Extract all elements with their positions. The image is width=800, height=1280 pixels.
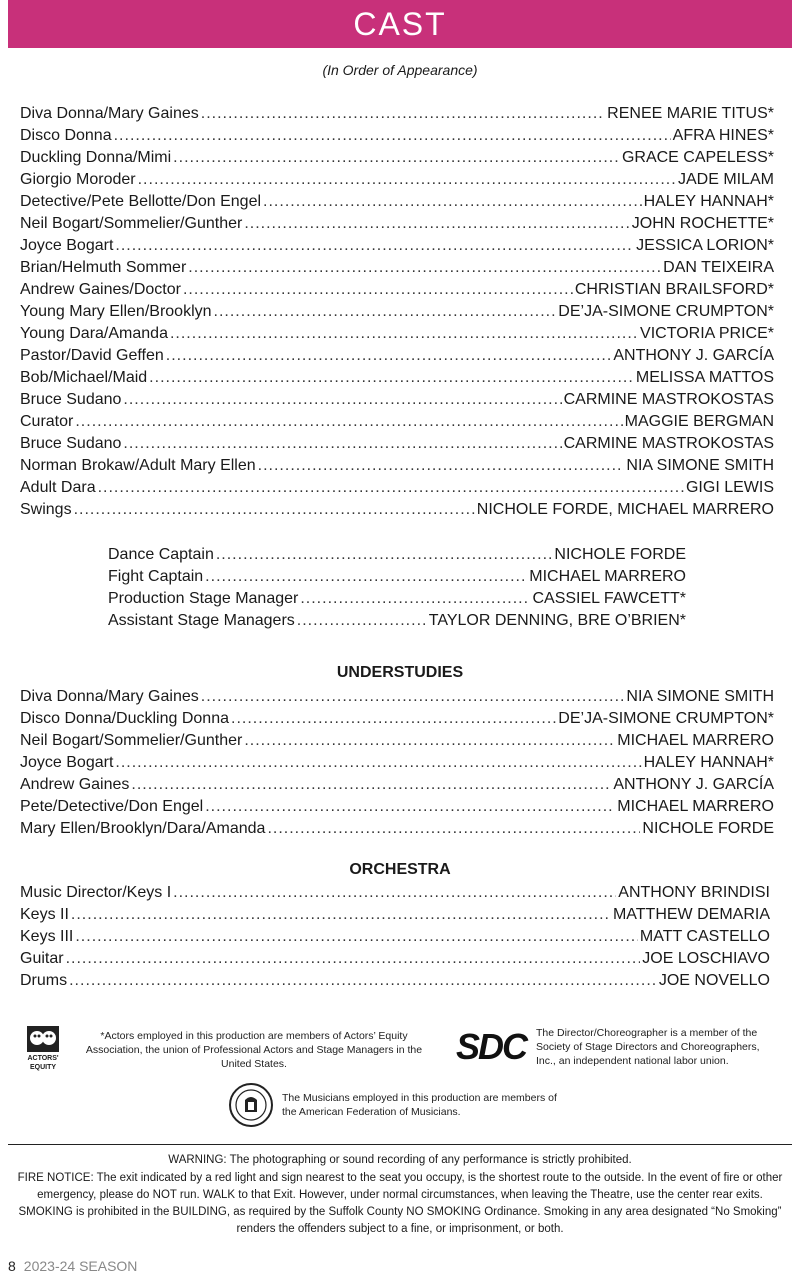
- dot-leader: [123, 433, 561, 455]
- performer-name: NIA SIMONE SMITH: [626, 688, 774, 705]
- divider: [8, 1144, 792, 1145]
- cast-row: [20, 301, 774, 323]
- performer-name: MATTHEW DEMARIA: [612, 906, 770, 923]
- role-label: Keys III: [20, 928, 74, 945]
- understudies-heading: UNDERSTUDIES: [336, 664, 464, 681]
- cast-row: [20, 257, 774, 279]
- performer-name: CARMINE MASTROKOSTAS: [563, 391, 774, 408]
- role-label: Diva Donna/Mary Gaines: [20, 105, 199, 122]
- staff-row: [108, 588, 686, 610]
- performer-name: ANTHONY J. GARCÍA: [613, 776, 774, 793]
- role-label: Bob/Michael/Maid: [20, 369, 148, 386]
- orchestra-row: [20, 948, 770, 970]
- dot-leader: [214, 301, 557, 323]
- understudy-list: [20, 686, 774, 840]
- sdc-block: [456, 1026, 776, 1068]
- afm-block: [228, 1082, 588, 1128]
- subtitle: (In Order of Appearance): [322, 62, 478, 78]
- cast-row: [20, 125, 774, 147]
- cast-row: [20, 191, 774, 213]
- cast-row: [20, 213, 774, 235]
- cast-row: [20, 323, 774, 345]
- dot-leader: [170, 323, 638, 345]
- dot-leader: [300, 588, 530, 610]
- role-label: Assistant Stage Managers: [108, 612, 295, 629]
- performer-name: ANTHONY BRINDISI: [618, 884, 770, 901]
- page-number: 8: [8, 1258, 16, 1274]
- performer-name: MELISSA MATTOS: [635, 369, 774, 386]
- role-label: Mary Ellen/Brooklyn/Dara/Amanda: [20, 820, 266, 837]
- role-label: Bruce Sudano: [20, 391, 122, 408]
- afm-seal-icon: [228, 1082, 274, 1128]
- role-label: Dance Captain: [108, 546, 214, 563]
- dot-leader: [183, 279, 573, 301]
- dot-leader: [201, 686, 625, 708]
- cast-header: CAST: [8, 0, 792, 48]
- equity-note: *Actors employed in this production are members of Actors’ Equity Association, the union of Professional Actors and Stage Managers in the United States.: [85, 1030, 423, 1070]
- cast-row: [20, 279, 774, 301]
- performer-name: NICHOLE FORDE: [554, 546, 686, 563]
- performer-name: AFRA HINES*: [672, 127, 774, 144]
- performer-name: JOHN ROCHETTE*: [631, 215, 774, 232]
- cast-row: [20, 411, 774, 433]
- performer-name: JESSICA LORION*: [636, 237, 774, 254]
- cast-row: [20, 433, 774, 455]
- actors-equity-logo: ACTORS' EQUITY: [22, 1024, 64, 1076]
- role-label: Diva Donna/Mary Gaines: [20, 688, 199, 705]
- understudy-row: [20, 774, 774, 796]
- performer-name: JADE MILAM: [677, 171, 774, 188]
- role-label: Neil Bogart/Sommelier/Gunther: [20, 732, 243, 749]
- role-label: Detective/Pete Bellotte/Don Engel: [20, 193, 262, 210]
- performer-name: TAYLOR DENNING, BRE O’BRIEN*: [428, 612, 686, 629]
- role-label: Joyce Bogart: [20, 237, 114, 254]
- dot-leader: [188, 257, 661, 279]
- performer-name: DAN TEIXEIRA: [663, 259, 774, 276]
- performer-name: MAGGIE BERGMAN: [624, 413, 774, 430]
- cast-row: [20, 499, 774, 521]
- cast-row: [20, 345, 774, 367]
- dot-leader: [69, 970, 657, 992]
- dot-leader: [258, 455, 625, 477]
- orchestra-list: [20, 882, 770, 992]
- footer: [8, 1258, 137, 1274]
- role-label: Andrew Gaines/Doctor: [20, 281, 181, 298]
- staff-row: [108, 610, 686, 632]
- dot-leader: [166, 345, 612, 367]
- performer-name: NICHOLE FORDE, MICHAEL MARRERO: [476, 501, 774, 518]
- dot-leader: [123, 389, 561, 411]
- dot-leader: [244, 730, 615, 752]
- staff-row: [108, 566, 686, 588]
- cast-row: [20, 367, 774, 389]
- dot-leader: [98, 477, 684, 499]
- warning-notice: WARNING: The photographing or sound recording of any performance is strictly prohibited.: [168, 1154, 632, 1166]
- cast-row: [20, 389, 774, 411]
- performer-name: HALEY HANNAH*: [643, 754, 774, 771]
- role-label: Giorgio Moroder: [20, 171, 136, 188]
- role-label: Guitar: [20, 950, 64, 967]
- performer-name: CHRISTIAN BRAILSFORD*: [574, 281, 774, 298]
- dot-leader: [205, 796, 615, 818]
- role-label: Brian/Helmuth Sommer: [20, 259, 187, 276]
- cast-row: [20, 147, 774, 169]
- understudy-row: [20, 708, 774, 730]
- role-label: Drums: [20, 972, 68, 989]
- role-label: Disco Donna: [20, 127, 112, 144]
- cast-row: [20, 103, 774, 125]
- orchestra-heading: ORCHESTRA: [349, 861, 451, 878]
- dot-leader: [244, 213, 629, 235]
- role-label: Disco Donna/Duckling Donna: [20, 710, 229, 727]
- performer-name: CASSIEL FAWCETT*: [532, 590, 686, 607]
- cast-list: [20, 103, 774, 521]
- sdc-logo: SDC: [456, 1026, 527, 1067]
- role-label: Duckling Donna/Mimi: [20, 149, 172, 166]
- cast-row: [20, 455, 774, 477]
- performer-name: CARMINE MASTROKOSTAS: [563, 435, 774, 452]
- staff-row: [108, 544, 686, 566]
- orchestra-row: [20, 970, 770, 992]
- dot-leader: [74, 499, 475, 521]
- role-label: Joyce Bogart: [20, 754, 114, 771]
- role-label: Norman Brokaw/Adult Mary Ellen: [20, 457, 256, 474]
- dot-leader: [75, 926, 638, 948]
- season-label: 2023-24 SEASON: [23, 1258, 138, 1274]
- dot-leader: [263, 191, 642, 213]
- role-label: Fight Captain: [108, 568, 204, 585]
- role-label: Young Dara/Amanda: [20, 325, 168, 342]
- role-label: Curator: [20, 413, 74, 430]
- role-label: Music Director/Keys I: [20, 884, 172, 901]
- dot-leader: [267, 818, 640, 840]
- role-label: Pete/Detective/Don Engel: [20, 798, 204, 815]
- performer-name: MICHAEL MARRERO: [529, 568, 686, 585]
- dot-leader: [66, 948, 641, 970]
- understudy-row: [20, 796, 774, 818]
- role-label: Keys II: [20, 906, 69, 923]
- fire-notice: FIRE NOTICE: The exit indicated by a red light and sign nearest to the seat you occupy, is the shortest route to the outside. In the event of fire or other emergency, please do NOT run. WALK to that Exit. However, under normal circumstances, when leaving the Theatre, use the center rear exits. SMOKING is prohibited in the BUILDING, as required by the Suffolk County NO SMOKING Ordinance. Smoking in any area designated “No Smoking” renders the offenders subject to a fine, or imprisonment, or both.: [17, 1172, 783, 1235]
- dot-leader: [205, 566, 527, 588]
- dot-leader: [131, 774, 611, 796]
- dot-leader: [114, 125, 671, 147]
- performer-name: NIA SIMONE SMITH: [626, 457, 774, 474]
- dot-leader: [231, 708, 556, 730]
- understudy-row: [20, 686, 774, 708]
- cast-row: [20, 235, 774, 257]
- performer-name: MICHAEL MARRERO: [617, 732, 774, 749]
- performer-name: DE’JA-SIMONE CRUMPTON*: [558, 303, 774, 320]
- equity-block: [22, 1024, 442, 1076]
- understudy-row: [20, 730, 774, 752]
- performer-name: GIGI LEWIS: [685, 479, 774, 496]
- afm-note: The Musicians employed in this production are members of the American Federation of Musicians.: [282, 1092, 557, 1118]
- performer-name: JOE NOVELLO: [658, 972, 770, 989]
- dot-leader: [216, 544, 553, 566]
- performer-name: ANTHONY J. GARCÍA: [613, 347, 774, 364]
- role-label: Swings: [20, 501, 72, 518]
- role-label: Production Stage Manager: [108, 590, 299, 607]
- performer-name: VICTORIA PRICE*: [640, 325, 774, 342]
- orchestra-row: [20, 926, 770, 948]
- dot-leader: [149, 367, 634, 389]
- dot-leader: [173, 882, 616, 904]
- dot-leader: [138, 169, 676, 191]
- performer-name: GRACE CAPELESS*: [621, 149, 774, 166]
- staff-list: [108, 544, 686, 632]
- dot-leader: [173, 147, 620, 169]
- dot-leader: [71, 904, 611, 926]
- dot-leader: [115, 235, 634, 257]
- performer-name: JOE LOSCHIAVO: [642, 950, 770, 967]
- role-label: Neil Bogart/Sommelier/Gunther: [20, 215, 243, 232]
- performer-name: MICHAEL MARRERO: [617, 798, 774, 815]
- performer-name: NICHOLE FORDE: [642, 820, 774, 837]
- role-label: Young Mary Ellen/Brooklyn: [20, 303, 212, 320]
- role-label: Adult Dara: [20, 479, 96, 496]
- dot-leader: [201, 103, 605, 125]
- performer-name: DE’JA-SIMONE CRUMPTON*: [558, 710, 774, 727]
- role-label: Bruce Sudano: [20, 435, 122, 452]
- performer-name: RENEE MARIE TITUS*: [607, 105, 774, 122]
- role-label: Pastor/David Geffen: [20, 347, 164, 364]
- orchestra-row: [20, 904, 770, 926]
- orchestra-row: [20, 882, 770, 904]
- dot-leader: [297, 610, 427, 632]
- performer-name: MATT CASTELLO: [639, 928, 770, 945]
- cast-row: [20, 169, 774, 191]
- sdc-note: The Director/Choreographer is a member of the Society of Stage Directors and Choreographers, Inc., an independent national labor union.: [536, 1027, 760, 1067]
- dot-leader: [115, 752, 641, 774]
- cast-row: [20, 477, 774, 499]
- dot-leader: [75, 411, 622, 433]
- role-label: Andrew Gaines: [20, 776, 130, 793]
- understudy-row: [20, 752, 774, 774]
- performer-name: HALEY HANNAH*: [643, 193, 774, 210]
- understudy-row: [20, 818, 774, 840]
